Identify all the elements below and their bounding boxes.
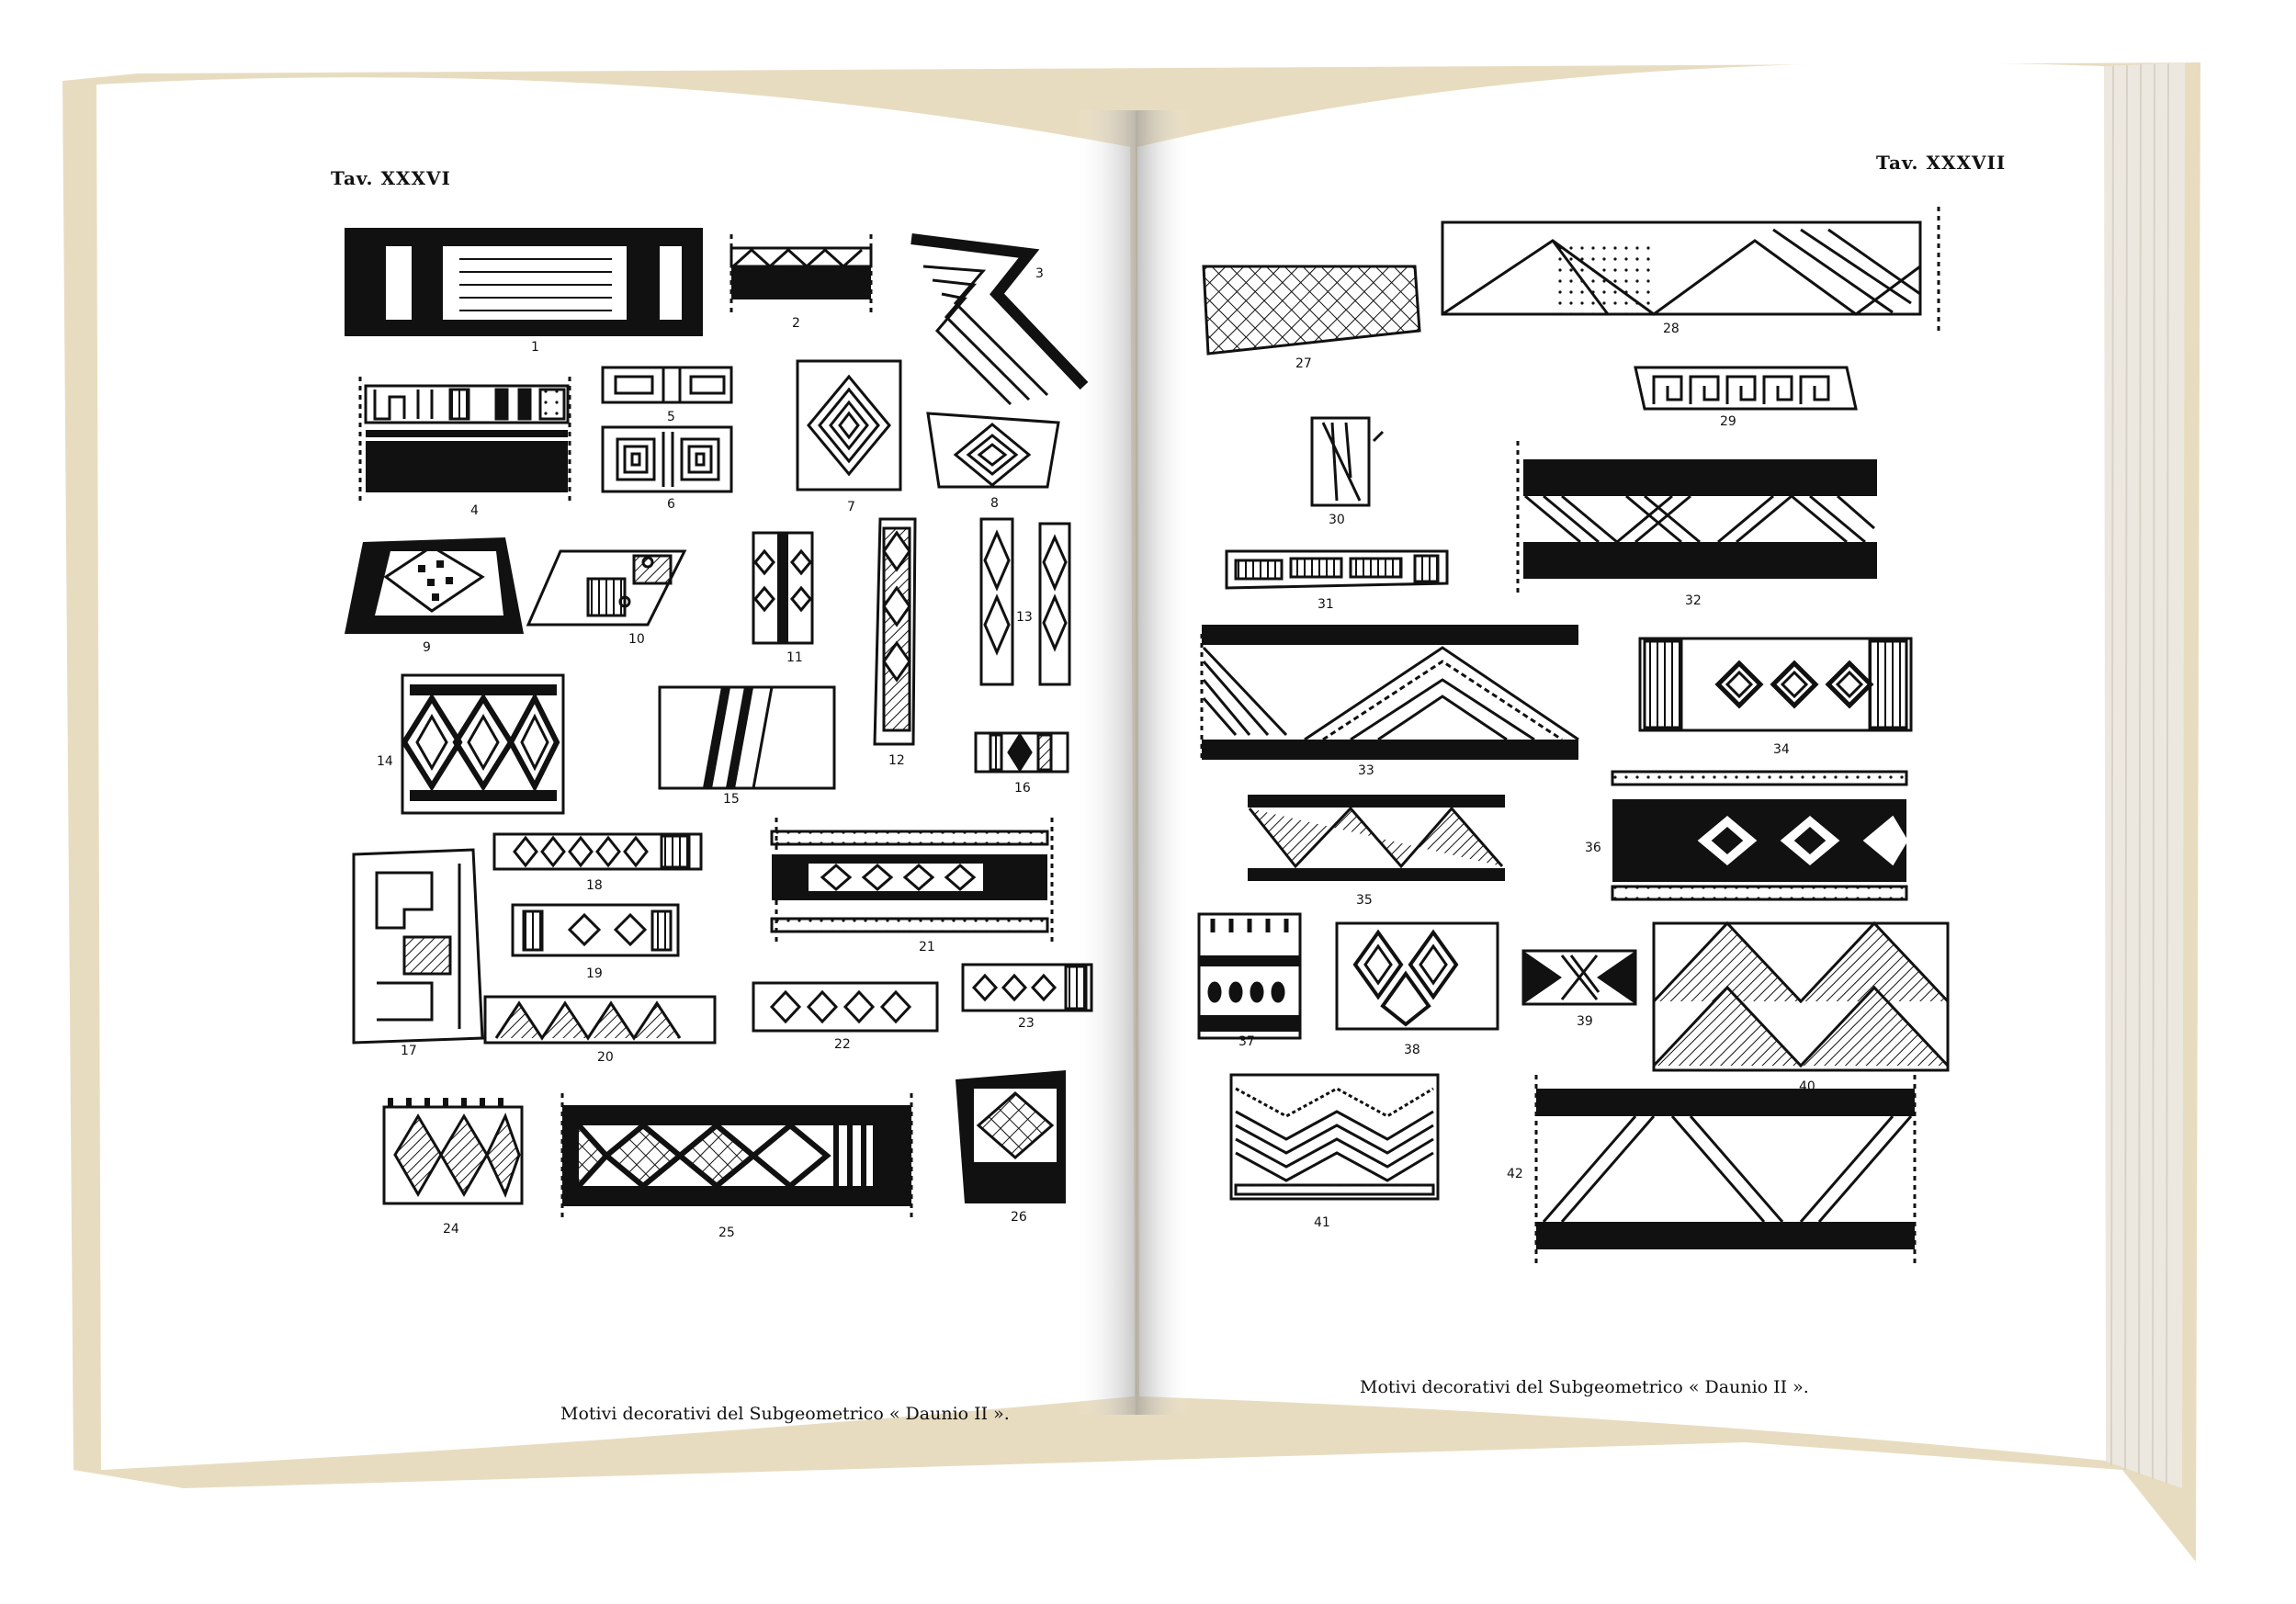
fig-num-26: 26 bbox=[1011, 1210, 1027, 1225]
fig-num-34: 34 bbox=[1773, 742, 1790, 757]
motif-9 bbox=[345, 537, 524, 634]
fig-num-23: 23 bbox=[1018, 1016, 1035, 1031]
fig-num-18: 18 bbox=[586, 878, 603, 893]
fig-num-35: 35 bbox=[1356, 893, 1373, 908]
fig-num-8: 8 bbox=[990, 496, 999, 511]
fig-num-21: 21 bbox=[919, 940, 935, 954]
fig-num-11: 11 bbox=[786, 650, 803, 665]
fig-num-38: 38 bbox=[1404, 1043, 1420, 1057]
fig-num-1: 1 bbox=[531, 340, 539, 355]
fig-num-19: 19 bbox=[586, 966, 603, 981]
fig-num-4: 4 bbox=[470, 503, 479, 518]
fig-num-31: 31 bbox=[1318, 597, 1334, 612]
fig-num-39: 39 bbox=[1577, 1014, 1593, 1029]
fig-num-3: 3 bbox=[1035, 266, 1044, 281]
fig-num-6: 6 bbox=[667, 497, 675, 512]
fig-num-7: 7 bbox=[847, 500, 855, 514]
fig-num-13: 13 bbox=[1016, 610, 1033, 625]
right-page-header: Tav. XXXVII bbox=[1876, 152, 2007, 174]
fig-num-30: 30 bbox=[1329, 513, 1345, 527]
fig-num-5: 5 bbox=[667, 410, 675, 424]
fig-num-29: 29 bbox=[1720, 414, 1736, 429]
fig-num-22: 22 bbox=[834, 1037, 851, 1052]
fig-num-15: 15 bbox=[723, 792, 740, 807]
fig-num-41: 41 bbox=[1314, 1215, 1330, 1230]
fig-num-28: 28 bbox=[1663, 322, 1680, 336]
fig-num-40: 40 bbox=[1799, 1079, 1815, 1094]
fig-num-9: 9 bbox=[423, 640, 431, 655]
right-page-caption: Motivi decorativi del Subgeometrico « Daunio II ». bbox=[1360, 1377, 1809, 1397]
page-stack-right bbox=[2104, 62, 2185, 1488]
fig-num-20: 20 bbox=[597, 1050, 614, 1065]
left-page-header: Tav. XXXVI bbox=[331, 167, 451, 189]
fig-num-27: 27 bbox=[1295, 356, 1312, 371]
fig-num-17: 17 bbox=[401, 1044, 417, 1058]
fig-num-12: 12 bbox=[888, 753, 905, 768]
fig-num-33: 33 bbox=[1358, 763, 1374, 778]
motif-25 bbox=[562, 1093, 911, 1222]
fig-num-42: 42 bbox=[1507, 1167, 1523, 1181]
fig-num-2: 2 bbox=[792, 316, 800, 331]
motif-26 bbox=[956, 1070, 1066, 1203]
fig-num-10: 10 bbox=[628, 632, 645, 647]
fig-num-16: 16 bbox=[1014, 781, 1031, 796]
motif-1 bbox=[345, 228, 703, 336]
motif-21 bbox=[772, 818, 1052, 946]
fig-num-36: 36 bbox=[1585, 841, 1601, 855]
fig-num-37: 37 bbox=[1238, 1034, 1255, 1049]
fig-num-14: 14 bbox=[377, 754, 393, 769]
fig-num-32: 32 bbox=[1685, 593, 1702, 608]
left-page-caption: Motivi decorativi del Subgeometrico « Daunio II ». bbox=[560, 1404, 1010, 1424]
fig-num-25: 25 bbox=[718, 1226, 735, 1240]
fig-num-24: 24 bbox=[443, 1222, 459, 1237]
